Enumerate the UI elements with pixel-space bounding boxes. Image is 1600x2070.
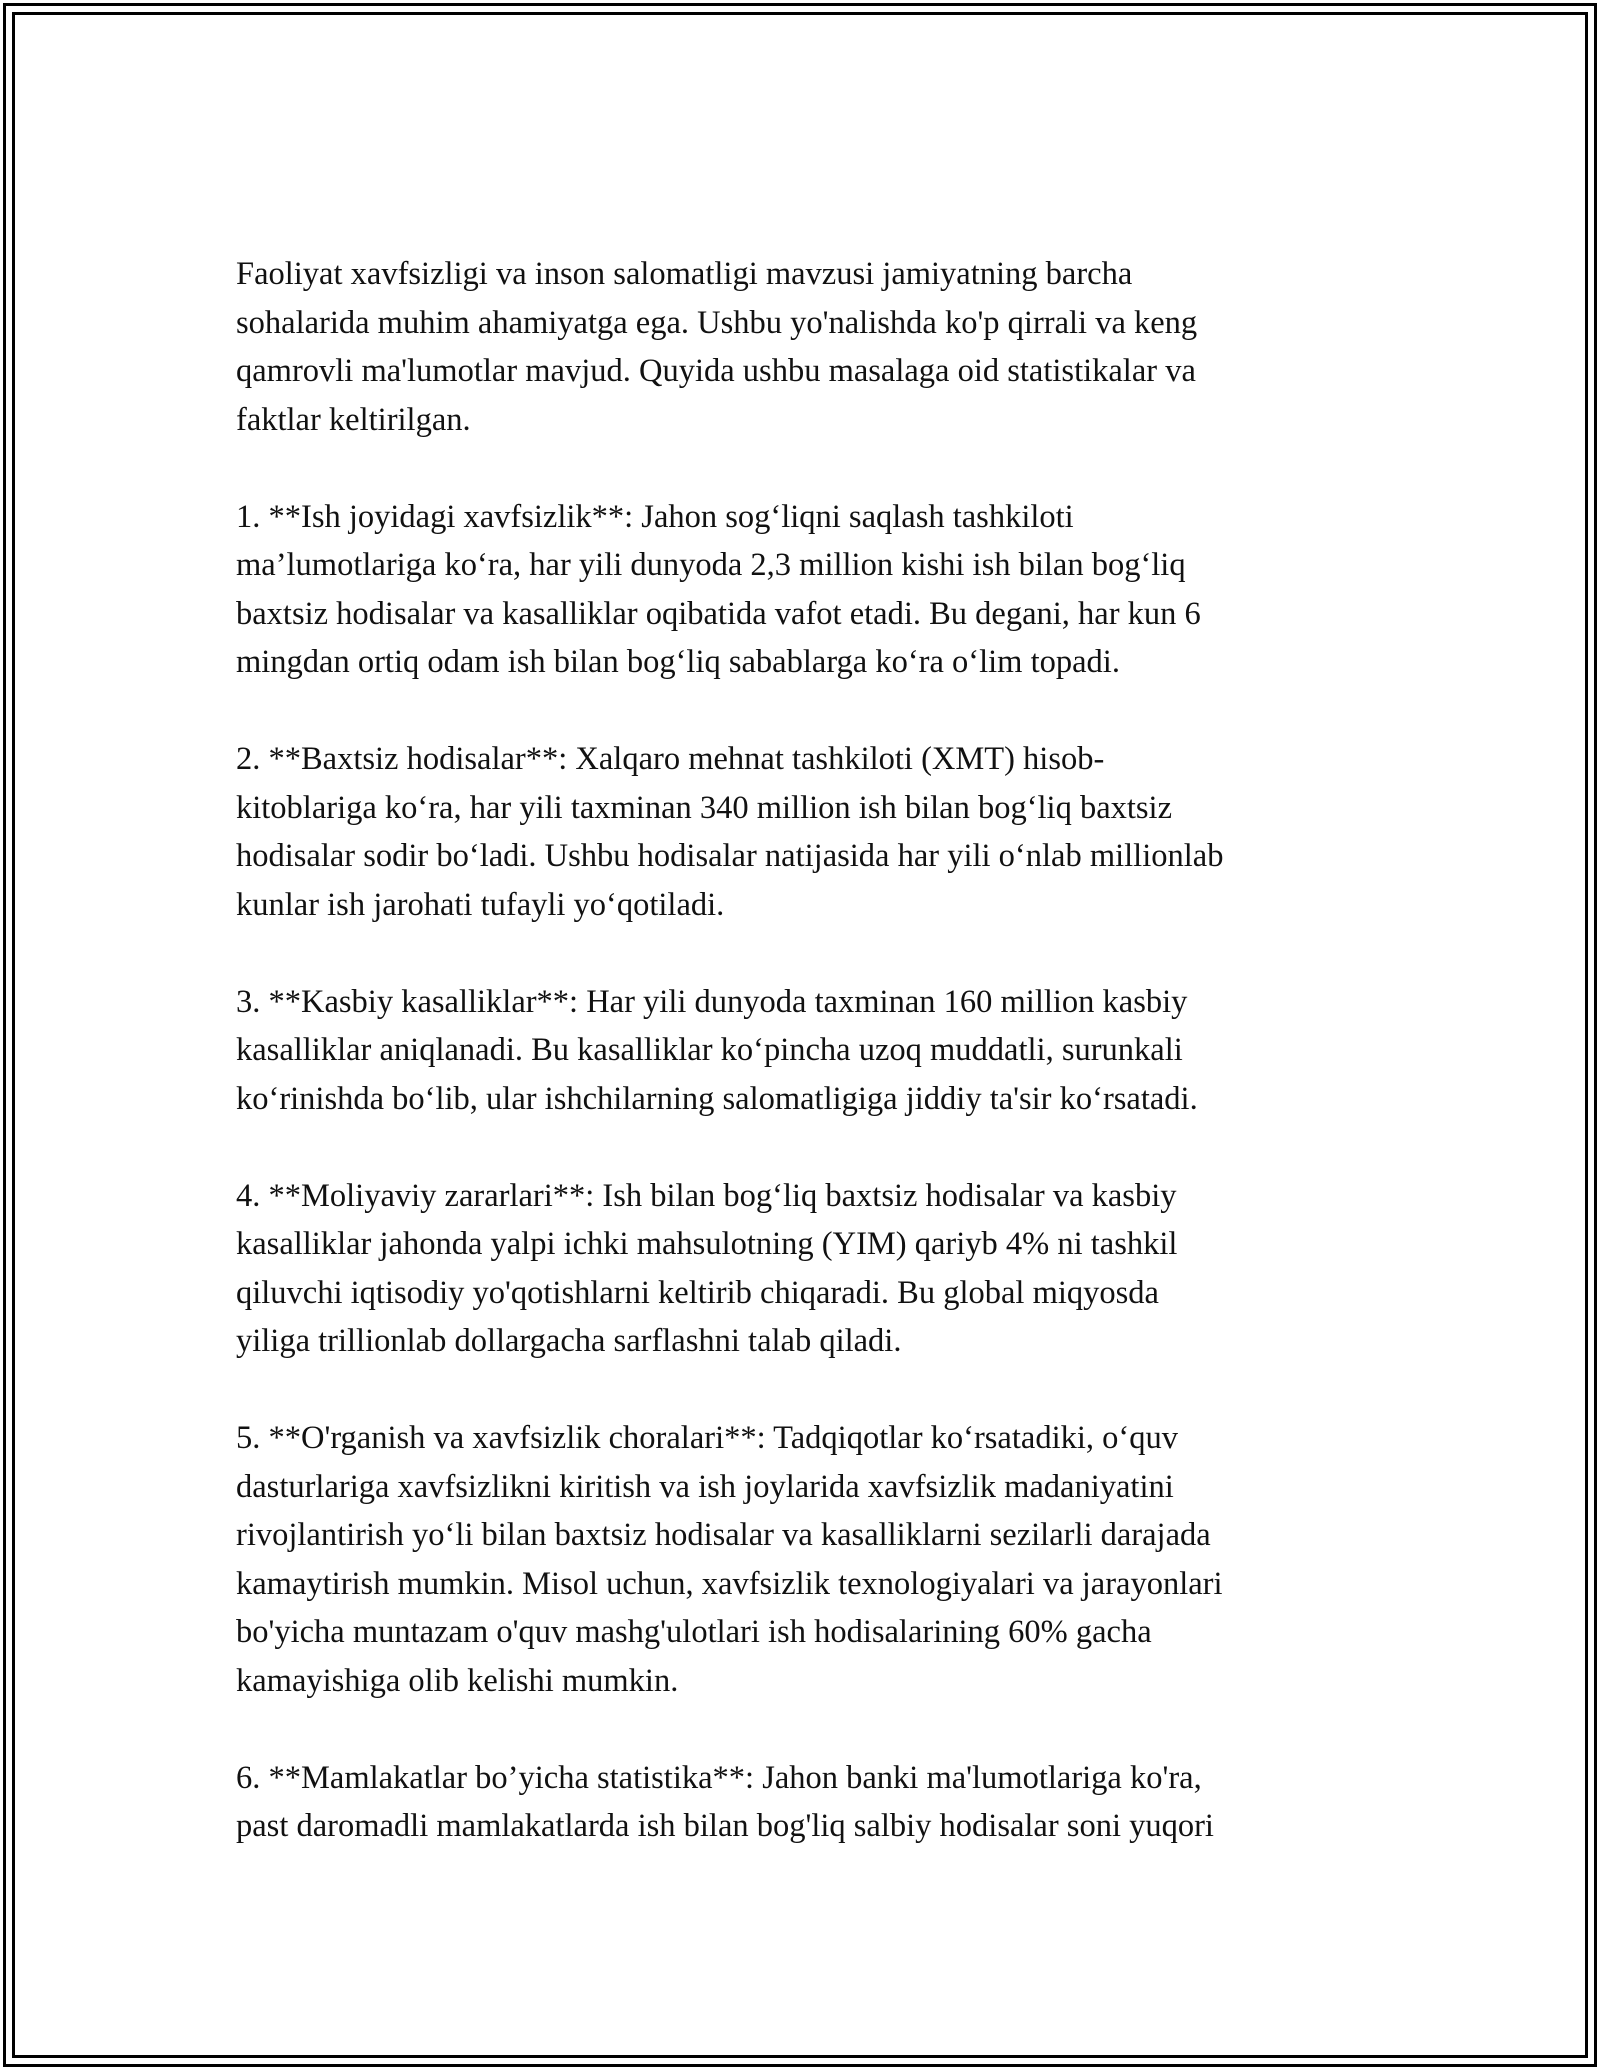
text-line: mingdan ortiq odam ish bilan bog‘liq sabablarga ko‘ra o‘lim topadi. <box>236 644 1120 680</box>
intro-paragraph <box>236 250 1386 444</box>
text-line: yiliga trillionlab dollargacha sarflashni talab qiladi. <box>236 1323 902 1359</box>
text-line: 4. **Moliyaviy zararlari**: Ish bilan bog‘liq baxtsiz hodisalar va kasbiy <box>236 1177 1177 1214</box>
text-line: qiluvchi iqtisodiy yo'qotishlarni keltirib chiqaradi. Bu global miqyosda <box>236 1274 1159 1311</box>
text-line: kunlar ish jarohati tufayli yo‘qotiladi. <box>236 886 725 923</box>
list-item-accidents <box>236 735 1386 929</box>
paragraph-spacer <box>236 929 1386 978</box>
text-line: kitoblariga ko‘ra, har yili taxminan 340 million ish bilan bog‘liq baxtsiz <box>236 789 1173 826</box>
text-line: rivojlantirish yo‘li bilan baxtsiz hodisalar va kasalliklarni sezilarli darajada <box>236 1517 1211 1553</box>
paragraph-spacer <box>236 444 1386 493</box>
text-line: past daromadli mamlakatlarda ish bilan bog'liq salbiy hodisalar soni yuqori <box>236 1808 1214 1844</box>
text-line: ko‘rinishda bo‘lib, ular ishchilarning salomatligiga jiddiy ta'sir ko‘rsatadi. <box>236 1080 1198 1117</box>
list-item-financial-losses <box>236 1172 1386 1366</box>
text-line: kasalliklar aniqlanadi. Bu kasalliklar ko‘pincha uzoq muddatli, surunkali <box>236 1032 1183 1068</box>
paragraph-spacer <box>236 1366 1386 1415</box>
paragraph-spacer <box>236 1123 1386 1172</box>
text-line: dasturlariga xavfsizlikni kiritish va ish joylarida xavfsizlik madaniyatini <box>236 1468 1174 1505</box>
list-item-occupational-diseases <box>236 978 1386 1124</box>
text-line: kamaytirish mumkin. Misol uchun, xavfsizlik texnologiyalari va jarayonlari <box>236 1565 1223 1602</box>
text-line: ma’lumotlariga ko‘ra, har yili dunyoda 2,3 million kishi ish bilan bog‘liq <box>236 547 1186 583</box>
document-body <box>236 250 1386 1851</box>
paragraph-spacer <box>236 687 1386 736</box>
text-line: 6. **Mamlakatlar bo’yicha statistika**: Jahon banki ma'lumotlariga ko'ra, <box>236 1759 1202 1796</box>
text-line: sohalarida muhim ahamiyatga ega. Ushbu yo'nalishda ko'p qirrali va keng <box>236 304 1198 341</box>
text-line: 2. **Baxtsiz hodisalar**: Xalqaro mehnat tashkiloti (XMT) hisob- <box>236 741 1105 777</box>
text-line: faktlar keltirilgan. <box>236 401 471 438</box>
text-line: bo'yicha muntazam o'quv mashg'ulotlari ish hodisalarining 60% gacha <box>236 1614 1152 1650</box>
text-line: hodisalar sodir bo‘ladi. Ushbu hodisalar natijasida har yili o‘nlab millionlab <box>236 838 1224 874</box>
text-line: qamrovli ma'lumotlar mavjud. Quyida ushbu masalaga oid statistikalar va <box>236 353 1196 389</box>
text-line: baxtsiz hodisalar va kasalliklar oqibatida vafot etadi. Bu degani, har kun 6 <box>236 595 1201 632</box>
text-line: Faoliyat xavfsizligi va inson salomatligi mavzusi jamiyatning barcha <box>236 256 1133 292</box>
text-line: 5. **O'rganish va xavfsizlik choralari**: Tadqiqotlar ko‘rsatadiki, o‘quv <box>236 1420 1178 1456</box>
paragraph-spacer <box>236 1705 1386 1754</box>
list-item-workplace-safety <box>236 493 1386 687</box>
list-item-country-statistics <box>236 1754 1386 1851</box>
text-line: 1. **Ish joyidagi xavfsizlik**: Jahon sog‘liqni saqlash tashkiloti <box>236 498 1074 535</box>
text-line: kamayishiga olib kelishi mumkin. <box>236 1662 679 1699</box>
text-line: kasalliklar jahonda yalpi ichki mahsulotning (YIM) qariyb 4% ni tashkil <box>236 1226 1178 1262</box>
text-line: 3. **Kasbiy kasalliklar**: Har yili dunyoda taxminan 160 million kasbiy <box>236 983 1188 1020</box>
list-item-training-safety-measures <box>236 1414 1386 1705</box>
